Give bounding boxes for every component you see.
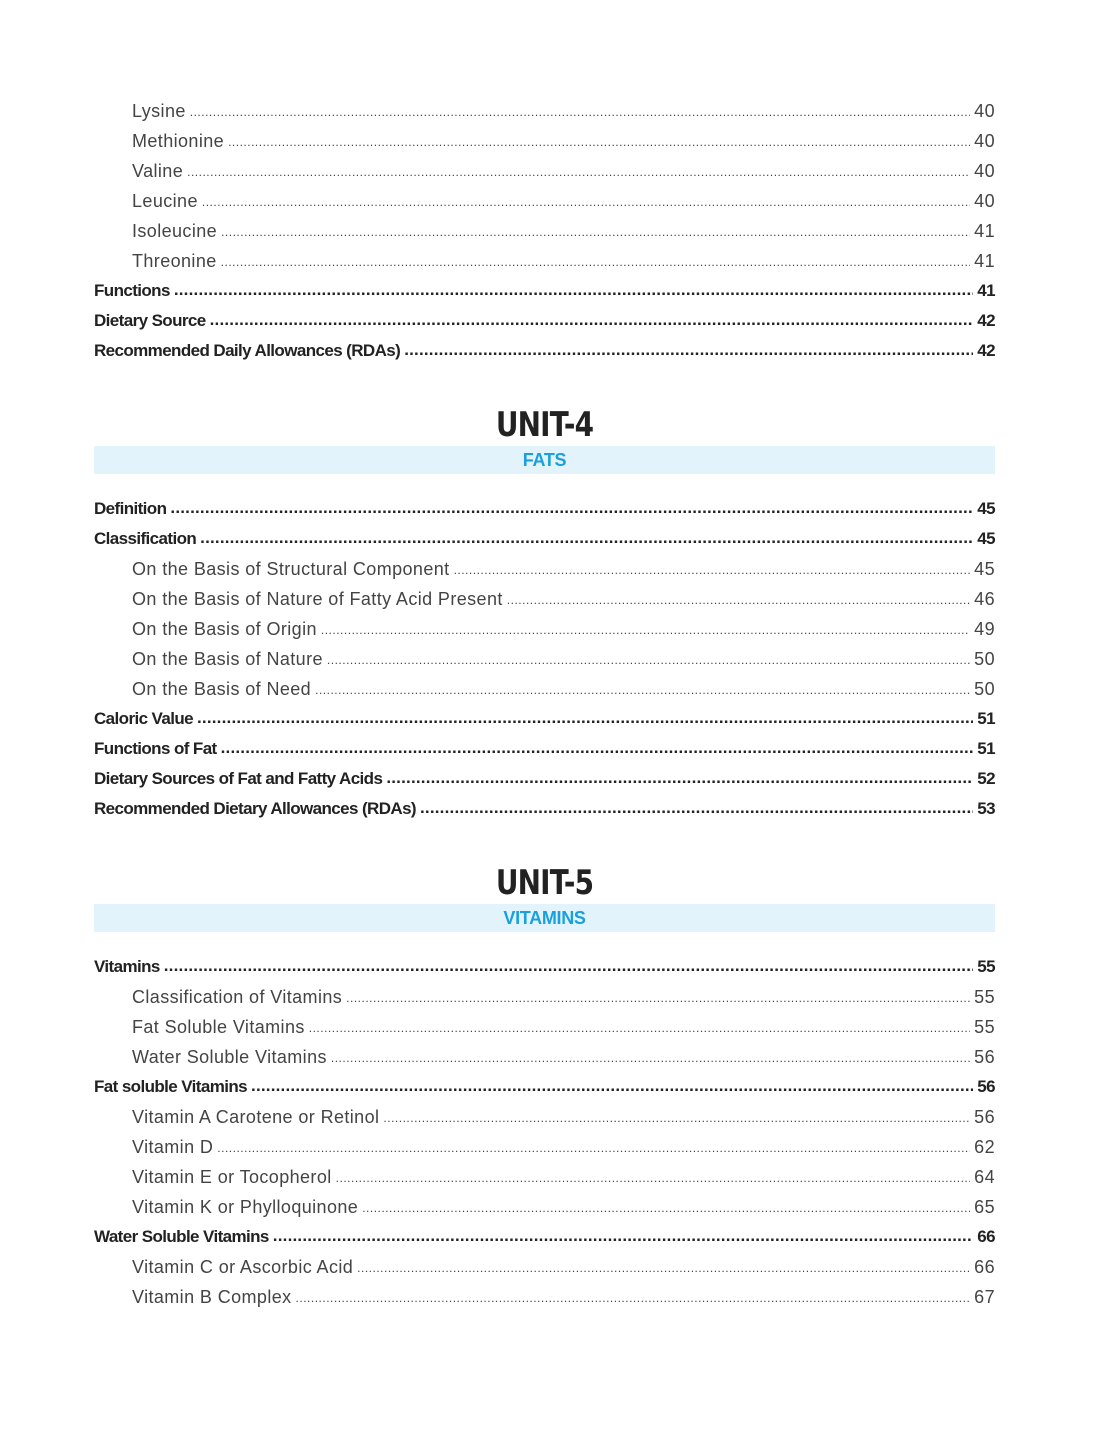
toc-entry-title: Vitamin C or Ascorbic Acid (132, 1257, 354, 1277)
toc-entry-sub (94, 614, 995, 644)
toc-entry-main (94, 494, 995, 524)
toc-page-number: 45 (974, 559, 995, 579)
toc-entry-title: Lysine (132, 101, 186, 121)
toc-page-number: 64 (974, 1167, 995, 1187)
toc-entry-main (94, 794, 995, 824)
toc-entry-title: Vitamin K or Phylloquinone (132, 1197, 359, 1217)
toc-page-number: 50 (974, 679, 995, 699)
dot-leader (296, 1283, 971, 1313)
toc-list-unit-5 (94, 952, 995, 1312)
dot-leader (331, 1043, 970, 1073)
toc-page-number: 50 (974, 649, 995, 669)
toc-entry-title: Recommended Dietary Allowances (RDAs) (94, 799, 416, 818)
dot-leader (362, 1193, 970, 1223)
dot-leader (273, 1221, 973, 1251)
unit-subject-banner: FATS (94, 446, 995, 474)
toc-entry-title: Isoleucine (132, 221, 218, 241)
toc-entry-title: Vitamin E or Tocopherol (132, 1167, 332, 1187)
toc-entry-title: Caloric Value (94, 709, 193, 728)
toc-entry-main (94, 306, 995, 336)
toc-entry-title: On the Basis of Need (132, 679, 312, 699)
toc-entry-main (94, 734, 995, 764)
dot-leader (251, 1071, 973, 1101)
toc-entry-title: Vitamin A Carotene or Retinol (132, 1107, 380, 1127)
toc-entry-title: Water Soluble Vitamins (94, 1227, 269, 1246)
toc-entry-title: Dietary Sources of Fat and Fatty Acids (94, 769, 383, 788)
toc-entry-main (94, 276, 995, 306)
toc-list-unit-4 (94, 494, 995, 824)
dot-leader (386, 763, 973, 793)
dot-leader (164, 951, 974, 981)
toc-entry-title: Threonine (132, 251, 217, 271)
dot-leader (336, 1163, 971, 1193)
toc-page-number: 51 (977, 709, 995, 728)
toc-entry-main (94, 704, 995, 734)
toc-entry-title: Vitamin B Complex (132, 1287, 292, 1307)
dot-leader (404, 335, 973, 365)
dot-leader (221, 733, 974, 763)
dot-leader (327, 645, 970, 675)
dot-leader (507, 585, 970, 615)
toc-page-number: 41 (974, 221, 995, 241)
toc-page-number: 66 (977, 1227, 995, 1246)
dot-leader (197, 703, 973, 733)
toc-entry-sub (94, 1132, 995, 1162)
toc-entry-title: Valine (132, 161, 184, 181)
toc-page-number: 40 (974, 161, 995, 181)
toc-page-number: 52 (977, 769, 995, 788)
dot-leader (210, 305, 974, 335)
dot-leader (346, 983, 970, 1013)
unit-4-header (94, 404, 995, 474)
toc-page-number: 40 (974, 101, 995, 121)
toc-entry-sub (94, 644, 995, 674)
dot-leader (357, 1253, 970, 1283)
unit-title: UNIT-5 (495, 863, 594, 903)
dot-leader (202, 187, 970, 217)
toc-page-number: 62 (974, 1137, 995, 1157)
toc-entry-title: On the Basis of Nature of Fatty Acid Present (132, 589, 503, 609)
toc-page-number: 56 (974, 1047, 995, 1067)
unit-subject-banner: VITAMINS (94, 904, 995, 932)
toc-page-number: 67 (974, 1287, 995, 1307)
toc-page-number: 56 (977, 1077, 995, 1096)
toc-entry-title: Classification of Vitamins (132, 987, 343, 1007)
dot-leader (217, 1133, 970, 1163)
toc-page-number: 55 (974, 987, 995, 1007)
toc-entry-title: Dietary Source (94, 311, 206, 330)
toc-entry-title: Functions of Fat (94, 739, 217, 758)
dot-leader (221, 247, 971, 277)
dot-leader (200, 523, 973, 553)
dot-leader (170, 493, 973, 523)
dot-leader (420, 793, 973, 823)
dot-leader (221, 217, 970, 247)
dot-leader (383, 1103, 970, 1133)
toc-entry-sub (94, 126, 995, 156)
toc-entry-sub (94, 584, 995, 614)
toc-page-number: 53 (977, 799, 995, 818)
toc-entry-title: Fat Soluble Vitamins (132, 1017, 305, 1037)
toc-entry-sub (94, 554, 995, 584)
dot-leader (228, 127, 970, 157)
toc-list-continued (94, 96, 995, 366)
toc-entry-main (94, 764, 995, 794)
toc-page-number: 65 (974, 1197, 995, 1217)
toc-entry-sub (94, 1282, 995, 1312)
toc-entry-title: Vitamins (94, 957, 160, 976)
toc-entry-main (94, 952, 995, 982)
toc-entry-title: Recommended Daily Allowances (RDAs) (94, 341, 401, 360)
toc-entry-title: On the Basis of Structural Component (132, 559, 450, 579)
unit-title: UNIT-4 (495, 405, 594, 445)
unit-5-header (94, 862, 995, 932)
toc-page-number: 40 (974, 191, 995, 211)
toc-entry-title: On the Basis of Origin (132, 619, 317, 639)
toc-entry-sub (94, 1252, 995, 1282)
dot-leader (309, 1013, 970, 1043)
toc-entry-sub (94, 1162, 995, 1192)
dot-leader (321, 615, 970, 645)
toc-page-number: 42 (977, 341, 995, 360)
toc-page-number: 41 (974, 251, 995, 271)
toc-entry-main (94, 336, 995, 366)
toc-page-number: 66 (974, 1257, 995, 1277)
toc-entry-main (94, 1072, 995, 1102)
toc-page-number: 41 (977, 281, 995, 300)
table-of-contents (94, 96, 995, 1312)
toc-page-number: 51 (977, 739, 995, 758)
toc-entry-sub (94, 1042, 995, 1072)
toc-page-number: 56 (974, 1107, 995, 1127)
toc-page-number: 49 (974, 619, 995, 639)
dot-leader (190, 97, 970, 127)
toc-page-number: 42 (977, 311, 995, 330)
toc-entry-title: Functions (94, 281, 170, 300)
toc-page-number: 55 (974, 1017, 995, 1037)
toc-page-number: 40 (974, 131, 995, 151)
toc-entry-main (94, 524, 995, 554)
toc-entry-sub (94, 186, 995, 216)
toc-entry-main (94, 1222, 995, 1252)
dot-leader (174, 275, 973, 305)
toc-entry-sub (94, 216, 995, 246)
dot-leader (315, 675, 970, 705)
toc-entry-title: Definition (94, 499, 167, 518)
toc-page-number: 45 (977, 499, 995, 518)
toc-entry-sub (94, 982, 995, 1012)
toc-entry-sub (94, 1102, 995, 1132)
toc-entry-sub (94, 96, 995, 126)
toc-entry-sub (94, 674, 995, 704)
dot-leader (454, 555, 971, 585)
dot-leader (187, 157, 970, 187)
toc-entry-title: Fat soluble Vitamins (94, 1077, 248, 1096)
toc-entry-sub (94, 1012, 995, 1042)
toc-page-number: 55 (977, 957, 995, 976)
toc-entry-title: Vitamin D (132, 1137, 214, 1157)
toc-entry-sub (94, 1192, 995, 1222)
toc-page-number: 46 (974, 589, 995, 609)
toc-entry-title: On the Basis of Nature (132, 649, 323, 669)
toc-entry-title: Water Soluble Vitamins (132, 1047, 327, 1067)
toc-entry-title: Classification (94, 529, 197, 548)
toc-page-number: 45 (977, 529, 995, 548)
toc-entry-sub (94, 156, 995, 186)
toc-entry-title: Leucine (132, 191, 198, 211)
toc-entry-title: Methionine (132, 131, 225, 151)
toc-entry-sub (94, 246, 995, 276)
